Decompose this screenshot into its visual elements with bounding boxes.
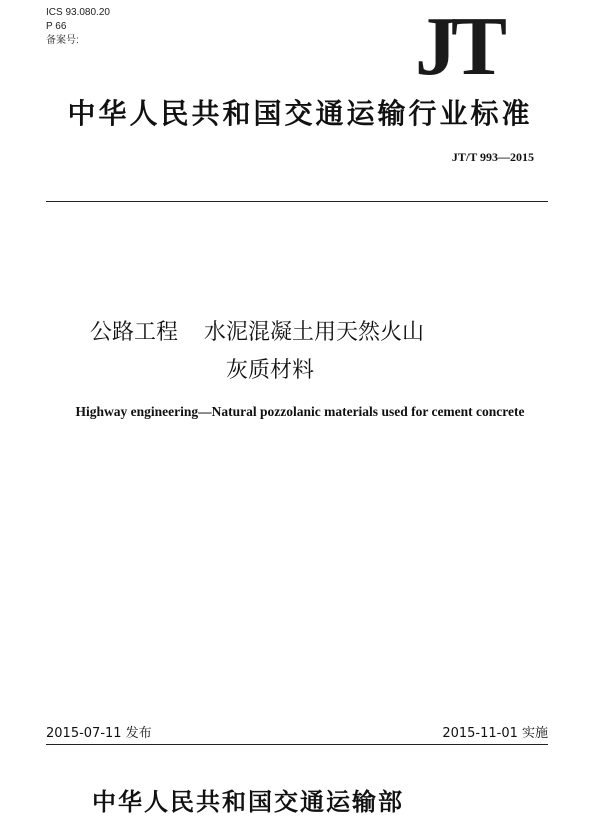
classification-code: P 66 — [46, 21, 67, 32]
standard-category-title: 中华人民共和国交通运输行业标准 — [67, 97, 533, 130]
issue-date: 2015-07-11 发布 — [46, 726, 152, 741]
ics-code: ICS 93.080.20 — [46, 7, 110, 18]
bottom-divider — [46, 744, 548, 745]
top-divider — [46, 201, 548, 202]
chinese-title-line2: 灰质材料 — [226, 358, 315, 383]
standard-number: JT/T 993—2015 — [451, 150, 534, 164]
document-meta — [46, 6, 110, 48]
chinese-title-part2: 水泥混凝土用天然火山 — [204, 320, 425, 345]
english-title: Highway engineering—Natural pozzolanic materials used for cement concrete — [75, 404, 525, 419]
implementation-date: 2015-11-01 实施 — [442, 726, 548, 741]
filing-number: 备案号: — [46, 35, 79, 46]
jt-logo — [402, 12, 514, 78]
jt-logo-text: JT — [414, 12, 502, 78]
issuing-authority: 中华人民共和国交通运输部 — [92, 787, 404, 816]
chinese-title — [90, 314, 424, 390]
chinese-title-part1: 公路工程 — [90, 320, 179, 345]
